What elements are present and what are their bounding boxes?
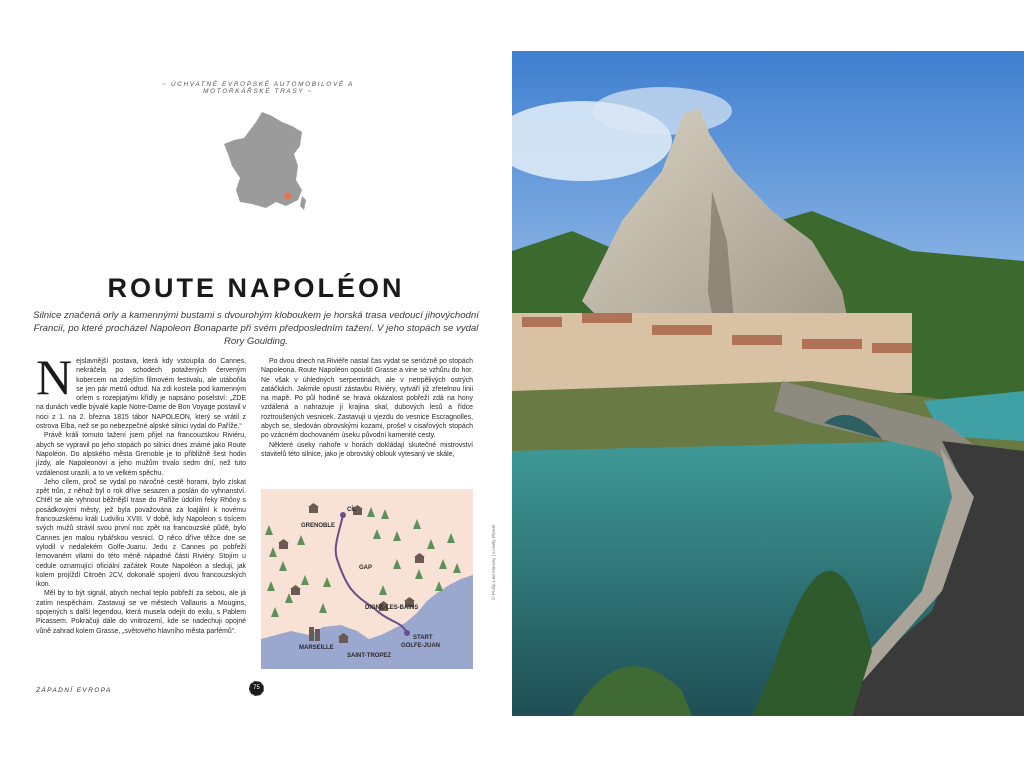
map-label-start: START [413, 635, 433, 641]
map-label-digne: DIGNE-LES-BAINS [365, 605, 419, 611]
body-paragraph: Měl by to být signál, abych nechal teplo pobřeží za sebou, ale já zatím nespěchám. Zastavuji se ve městech Vallauris a Mougins, spojených s další legendou, která musela odejít do exilu, s Pablem Picassem. Pokračuji dále do vnitrozemí, kde se nadechuji opojné vůně zahrad kolem Grasse, „světového hlavního města parfémů“. [36, 590, 246, 635]
route-end-marker [340, 512, 346, 518]
footer-section-label: ZÁPADNÍ EVROPA [36, 687, 112, 694]
map-label-gap: GAP [359, 565, 373, 571]
body-paragraph: Po dvou dnech na Riviéře nastal čas vydat se seriózně po stopách Napoleona. Route Napoléon opouští Grasse a vine se vzhůru do hor. Ne však v úhledných serpentinách, ale v netrpělivých ostrých zatáčkách. Jakmile opustí zástavbu Riviéry, vytváří již zřetelnou linii na mapě. Po půl hodině se hravá okázalost pobřeží zdá na hony vzdálená a nahrazuje ji krajina skal, dubových lesů a řídce roztroušených vesnicek. Zastavuji u vjezdu do vesnice Escragnolles, abych se, sledován obrovskými kozami, prošel v cisařových stopách po vzácném dochovaném úseku původní kamenité cesty. [261, 358, 473, 440]
map-label-grenoble: GRENOBLE [301, 523, 336, 529]
body-paragraph: ejslavnější postava, která kdy vstoupila do Cannes, nekráčela po schodech potažených červeným kobercem na zdejším filmovém festivalu, ale utábořila se jen pár metrů odtud. Na zdi kostela pod kamenným orlem s rozepjatými křídly je napsáno poselství: „ZDE na dunách vedle bývalé kaple Notre-Dame de Bon Voyage postavil v noci z 1. na 2. března 1815 tábor NAPOLEON, který se vrátil z ostrova Elba, než se po nebezpečné alpské silnici vydal do Paříže.“ [36, 358, 246, 431]
body-paragraph: Některé úseky nahoře v horách dokládají skutečné mistrovství stavitelů této silnice, jako je obrovský oblouk vytesaný ve skále, [261, 441, 473, 458]
drop-cap: N [36, 349, 73, 405]
body-paragraph: Právě králi tomuto tažení jsem přijel na francouzskou Riviéru, abych se vypravil po jeho stopách po silnici dnes známé jako Route Napoléon. Do alpského města Grenoble je to přibližně šest hodin jízdy, ale Napoleonovi a jeho mužům trvalo sedm dní, než tuto vzdálenost urazili, a to ve velkém spěchu. [36, 432, 246, 477]
map-label-golfe-juan: GOLFE-JUAN [401, 643, 440, 649]
body-paragraph: Jeho cílem, proč se vydal po náročné cestě horami, bylo získat zpět trůn, z něhož byl o rok dříve sesazen a poslán do vyhnanství. Chtěl se ale vyhnout běžnější trase do Paříže údolím řeky Rhôny s posádkovými městy, jež byla považována za loajální k novému francouzskému králi Ludvíku XVIII. V době, kdy Napoleon s tisícem svých mužů strávil svou první noc zpět na francouzské půdě, bylo Cannes jen malou rybářskou vesnicí. O něco dříve těžce dne se vylodil v nedalekém Golfe-Juanu. Jedu z Cannes po pobřeží lemovaném vilami do této méně nápadné části Riviéry. Stojím u cedule oznamující oficiální začátek Route Napoléon a sleduji, jak kolem projíždí Citroën 2CV, dokonalé spojení dvou francouzských ikon. [36, 478, 246, 589]
page-number: 75 [249, 681, 264, 696]
body-column-left [36, 349, 246, 636]
page-kicker: ~ ÚCHVATNÉ EVROPSKÉ AUTOMOBILOVÉ A MOTORKÁŘSKÉ TRASY ~ [162, 81, 354, 95]
map-label-marseille: MARSEILLE [299, 645, 334, 651]
landscape-photo [512, 51, 1024, 716]
route-map [261, 489, 473, 669]
article-subtitle: Silnice značená orly a kamennými bustami s dvourohým kloboukem je horská trasa vedoucí jihovýchodní Francií, po které procházel Napoleon Bonaparte při svém předposledním tažení. V jeho stopách se vydal Rory Goulding. [33, 310, 479, 347]
body-column-right [261, 357, 473, 459]
route-start-marker [404, 630, 410, 636]
france-silhouette [224, 112, 306, 210]
map-label-saint-tropez: SAINT-TROPEZ [347, 653, 392, 659]
route-location-marker [284, 192, 291, 199]
photo-credit: © Philip Lee Harvey | Lonely Planet [492, 524, 497, 600]
france-locator-map [222, 110, 308, 216]
article-title: ROUTE NAPOLÉON [107, 273, 405, 303]
map-label-cil: CÍL [347, 507, 357, 513]
photo-cloud [592, 87, 732, 135]
